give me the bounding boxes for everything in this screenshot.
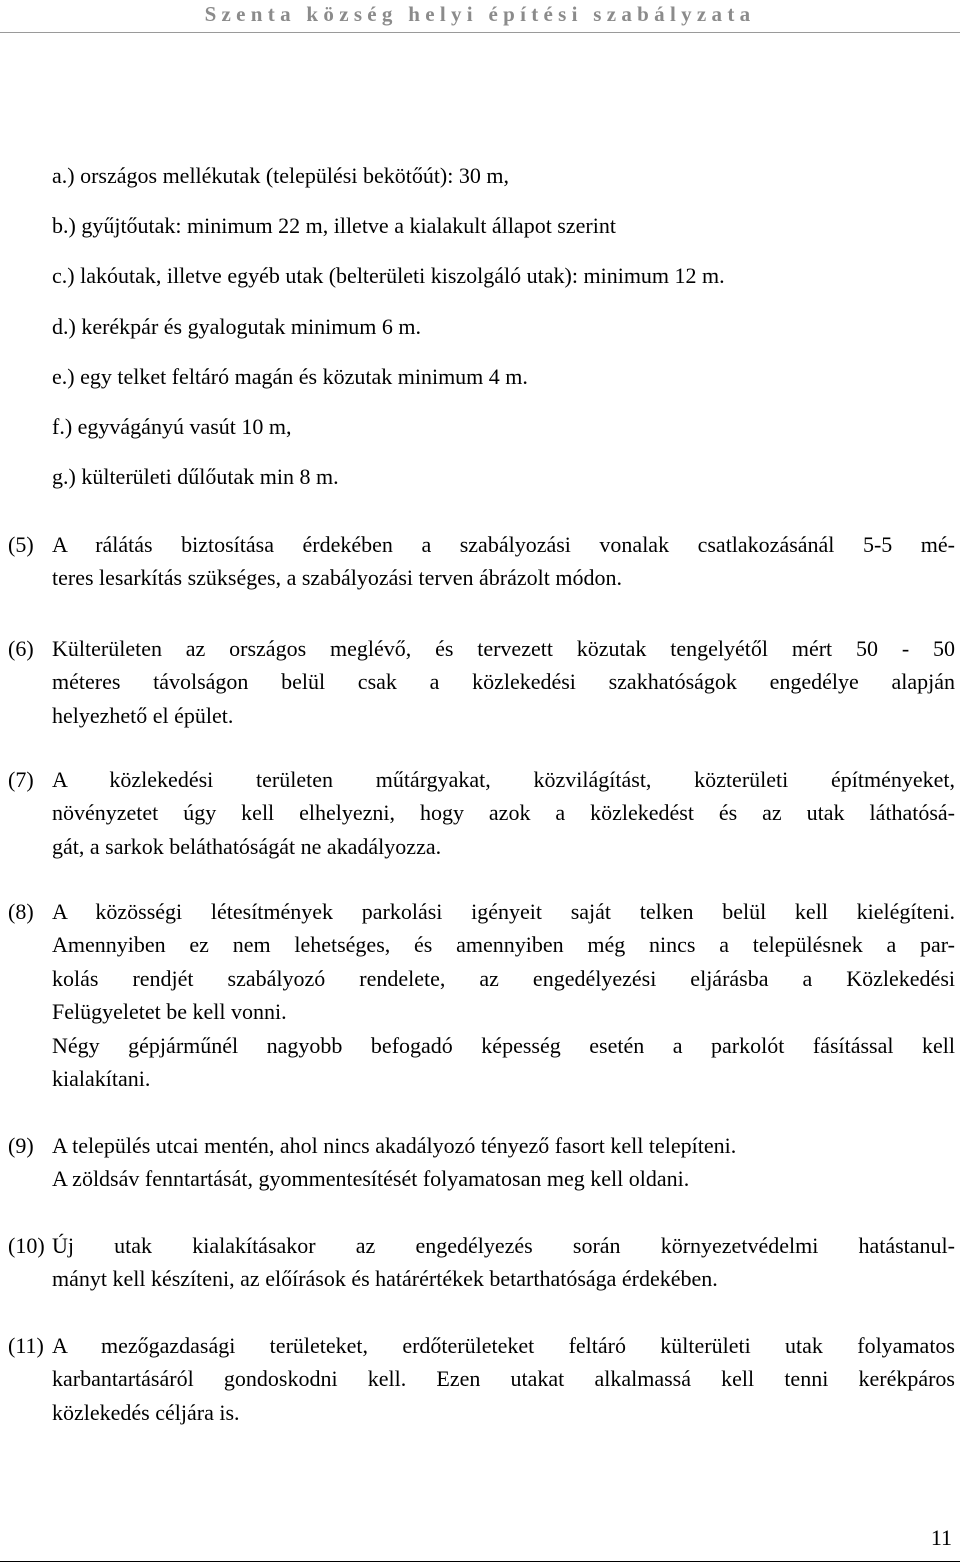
paragraph-10 <box>8 1229 955 1296</box>
paragraph-number: (5) <box>8 532 34 557</box>
paragraph-line: Külterületen az országos meglévő, és tervezett közutak tengelyétől mért 50 - 50 <box>52 636 955 661</box>
paragraph-8 <box>8 895 955 1095</box>
paragraph-line: A mezőgazdasági területeket, erdőterületeket feltáró külterületi utak folyamatos <box>52 1333 955 1358</box>
road-width-list <box>52 163 932 514</box>
paragraph-line: méteres távolságon belül csak a közlekedési szakhatóságok engedélye alapján <box>52 669 955 695</box>
paragraph-line: Amennyiben ez nem lehetséges, és amennyiben még nincs a településnek a par- <box>52 932 955 958</box>
list-item: a.) országos mellékutak (települési bekötőút): 30 m, <box>52 163 509 188</box>
paragraph-number: (7) <box>8 767 34 792</box>
list-item: d.) kerékpár és gyalogutak minimum 6 m. <box>52 313 422 339</box>
paragraph-line: Új utak kialakításakor az engedélyezés során környezetvédelmi hatástanul- <box>52 1233 955 1258</box>
paragraph-number: (8) <box>8 899 34 924</box>
footer-divider <box>0 1561 960 1562</box>
paragraph-number: (6) <box>8 636 34 661</box>
paragraph-number: (9) <box>8 1133 34 1158</box>
paragraph-line: kolás rendjét szabályozó rendelete, az engedélyezési eljárásba a Közlekedési <box>52 965 955 991</box>
header-divider <box>0 32 960 33</box>
paragraph-11 <box>8 1329 955 1429</box>
paragraph-line: Négy gépjárműnél nagyobb befogadó képesség esetén a parkolót fásítással kell <box>52 1032 955 1058</box>
paragraph-line: mányt kell készíteni, az előírások és határértékek betarthatósága érdekében. <box>52 1266 718 1292</box>
paragraph-line: teres lesarkítás szükséges, a szabályozási terven ábrázolt módon. <box>52 565 622 591</box>
paragraph-line: közlekedés céljára is. <box>52 1399 240 1425</box>
paragraph-line: karbantartásáról gondoskodni kell. Ezen utakat alkalmassá kell tenni kerékpáros <box>52 1366 955 1392</box>
paragraph-5 <box>8 528 955 595</box>
list-item: f.) egyvágányú vasút 10 m, <box>52 413 292 439</box>
list-item: c.) lakóutak, illetve egyéb utak (belterületi kiszolgáló utak): minimum 12 m. <box>52 263 725 289</box>
paragraph-7 <box>8 763 955 863</box>
paragraph-line: A rálátás biztosítása érdekében a szabályozási vonalak csatlakozásánál 5-5 mé- <box>52 532 955 557</box>
paragraph-line: helyezhető el épület. <box>52 702 234 728</box>
paragraph-line: gát, a sarkok beláthatóságát ne akadályozza. <box>52 833 442 859</box>
paragraph-line: A közlekedési területen műtárgyakat, közvilágítást, közterületi építményeket, <box>52 767 955 792</box>
list-item: g.) külterületi dűlőutak min 8 m. <box>52 464 339 490</box>
list-item: e.) egy telket feltáró magán és közutak minimum 4 m. <box>52 363 528 389</box>
paragraph-line: kialakítani. <box>52 1065 151 1091</box>
paragraph-6 <box>8 632 955 732</box>
list-item: b.) gyűjtőutak: minimum 22 m, illetve a kialakult állapot szerint <box>52 213 616 239</box>
paragraph-line: A zöldsáv fenntartását, gyommentesítését folyamatosan meg kell oldani. <box>52 1166 690 1192</box>
paragraph-number: (10) <box>8 1233 45 1258</box>
paragraph-line: A közösségi létesítmények parkolási igényeit saját telken belül kell kielégíteni. <box>52 899 955 924</box>
page-number: 11 <box>930 1525 952 1550</box>
page-header-title: Szenta község helyi építési szabályzata <box>204 2 756 26</box>
paragraph-line: Felügyeletet be kell vonni. <box>52 999 287 1025</box>
paragraph-9 <box>8 1129 955 1196</box>
paragraph-line: A település utcai mentén, ahol nincs akadályozó tényező fasort kell telepíteni. <box>52 1133 737 1158</box>
paragraph-number: (11) <box>8 1333 44 1358</box>
paragraph-line: növényzetet úgy kell elhelyezni, hogy azok a közlekedést és az utak láthatósá- <box>52 800 955 826</box>
